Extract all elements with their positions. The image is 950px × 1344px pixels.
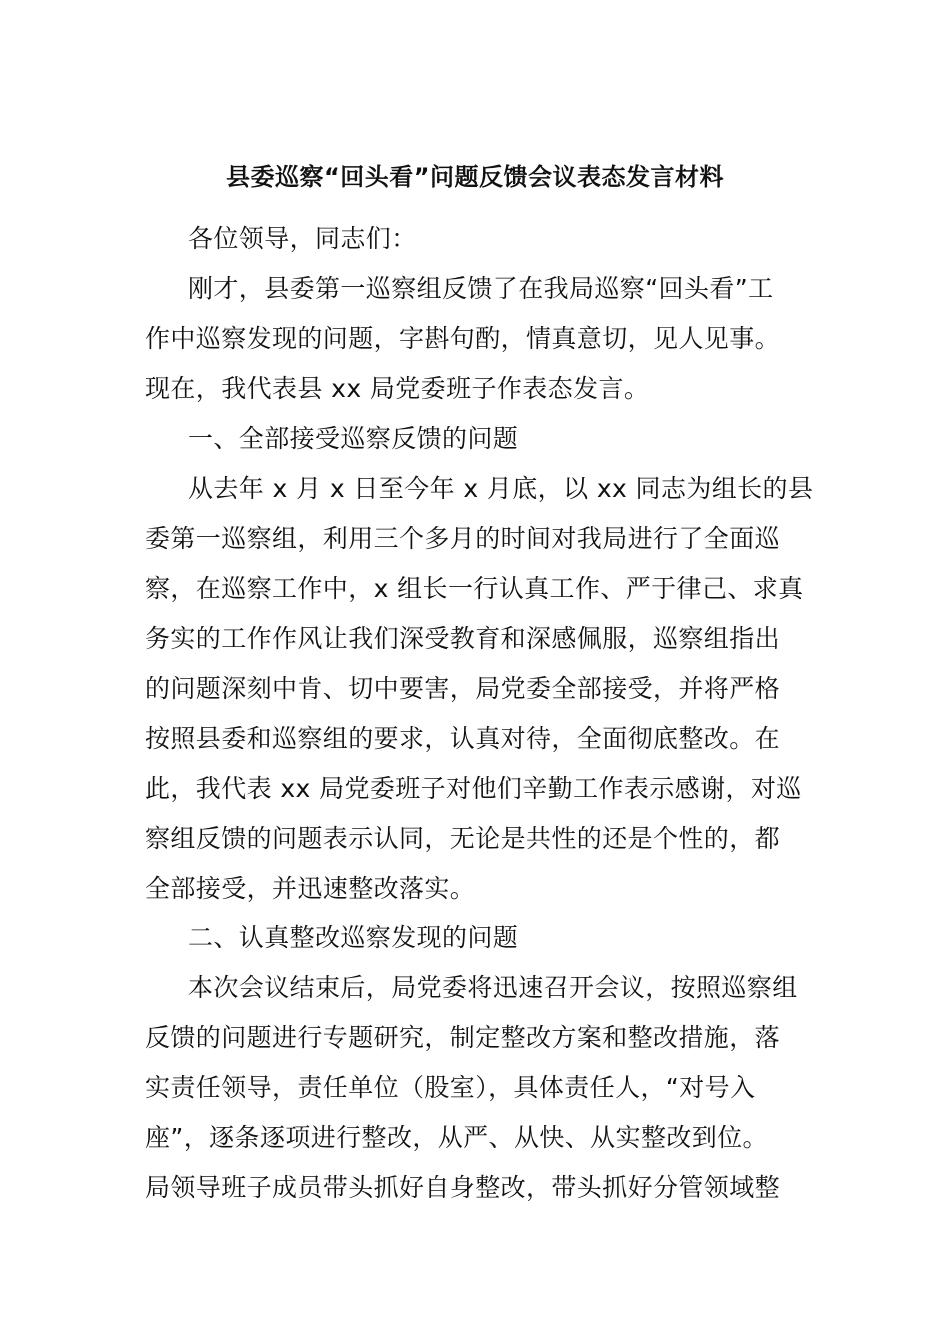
- body-line: 作中巡察发现的问题，字斟句酌，情真意切，见人见事。: [145, 324, 781, 353]
- body-line: 局领导班子成员带头抓好自身整改，带头抓好分管领域整: [145, 1173, 781, 1202]
- body-line: 委第一巡察组，利用三个多月的时间对我局进行了全面巡: [145, 524, 781, 553]
- body-line: 现在，我代表县 xx 局党委班子作表态发言。: [145, 374, 650, 403]
- body-line: 务实的工作作风让我们深受教育和深感佩服，巡察组指出: [145, 624, 781, 653]
- document-title: 县委巡察“回头看”问题反馈会议表态发言材料: [225, 163, 725, 191]
- body-line: 本次会议结束后，局党委将迅速召开会议，按照巡察组: [188, 973, 798, 1002]
- body-line: 的问题深刻中肯、切中要害，局党委全部接受，并将严格: [145, 674, 781, 703]
- section-heading-1: 一、全部接受巡察反馈的问题: [188, 424, 519, 453]
- body-line: 从去年 x 月 x 日至今年 x 月底，以 xx 同志为组长的县: [188, 474, 814, 503]
- section-heading-2: 二、认真整改巡察发现的问题: [188, 923, 519, 952]
- body-line: 按照县委和巡察组的要求，认真对待，全面彻底整改。在: [145, 724, 781, 753]
- salutation-line: 各位领导，同志们：: [188, 224, 417, 253]
- body-line: 反馈的问题进行专题研究，制定整改方案和整改措施，落: [145, 1023, 781, 1052]
- body-line: 此，我代表 xx 局党委班子对他们辛勤工作表示感谢，对巡: [145, 774, 802, 803]
- body-line: 实责任领导，责任单位（股室），具体责任人，“对号入: [145, 1073, 756, 1102]
- body-line: 座”，逐条逐项进行整改，从严、从快、从实整改到位。: [145, 1123, 768, 1152]
- body-line: 刚才，县委第一巡察组反馈了在我局巡察“回头看”工: [188, 274, 774, 303]
- body-line: 全部接受，并迅速整改落实。: [145, 874, 476, 903]
- body-line: 察，在巡察工作中，x 组长一行认真工作、严于律己、求真: [145, 574, 804, 603]
- body-line: 察组反馈的问题表示认同，无论是共性的还是个性的，都: [145, 824, 781, 853]
